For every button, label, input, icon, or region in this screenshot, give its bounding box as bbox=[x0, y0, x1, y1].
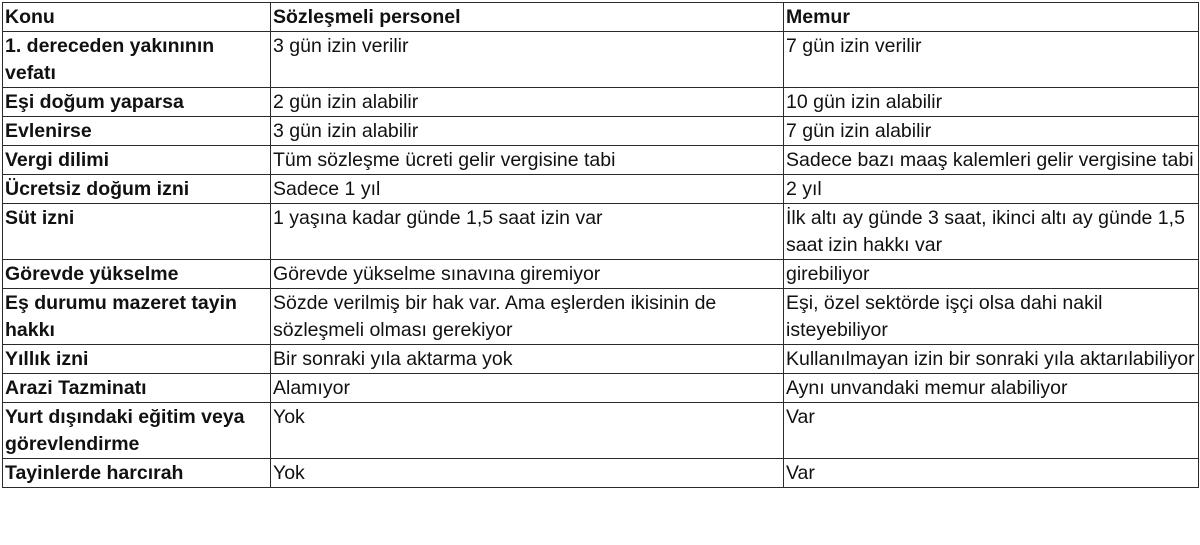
column-header-contract-staff: Sözleşmeli personel bbox=[271, 3, 784, 32]
civil-servant-cell: Var bbox=[784, 403, 1199, 459]
comparison-table bbox=[2, 2, 1199, 488]
civil-servant-cell: 7 gün izin alabilir bbox=[784, 117, 1199, 146]
contract-staff-cell: Yok bbox=[271, 403, 784, 459]
topic-cell: 1. dereceden yakınının vefatı bbox=[3, 32, 271, 88]
table-row bbox=[3, 175, 1199, 204]
topic-cell: Eşi doğum yaparsa bbox=[3, 88, 271, 117]
table-row bbox=[3, 403, 1199, 459]
topic-cell: Görevde yükselme bbox=[3, 260, 271, 289]
civil-servant-cell: Aynı unvandaki memur alabiliyor bbox=[784, 374, 1199, 403]
civil-servant-cell: 7 gün izin verilir bbox=[784, 32, 1199, 88]
topic-cell: Tayinlerde harcırah bbox=[3, 459, 271, 488]
header-row bbox=[3, 3, 1199, 32]
column-header-civil-servant: Memur bbox=[784, 3, 1199, 32]
contract-staff-cell: Tüm sözleşme ücreti gelir vergisine tabi bbox=[271, 146, 784, 175]
contract-staff-cell: Yok bbox=[271, 459, 784, 488]
contract-staff-cell: 3 gün izin alabilir bbox=[271, 117, 784, 146]
civil-servant-cell: Var bbox=[784, 459, 1199, 488]
civil-servant-cell: 10 gün izin alabilir bbox=[784, 88, 1199, 117]
table-row bbox=[3, 459, 1199, 488]
table-row bbox=[3, 374, 1199, 403]
topic-cell: Eş durumu mazeret tayin hakkı bbox=[3, 289, 271, 345]
civil-servant-cell: Sadece bazı maaş kalemleri gelir vergisine tabi bbox=[784, 146, 1199, 175]
contract-staff-cell: Sadece 1 yıl bbox=[271, 175, 784, 204]
column-header-topic: Konu bbox=[3, 3, 271, 32]
topic-cell: Yurt dışındaki eğitim veya görevlendirme bbox=[3, 403, 271, 459]
table-row bbox=[3, 32, 1199, 88]
table-row bbox=[3, 345, 1199, 374]
contract-staff-cell: Sözde verilmiş bir hak var. Ama eşlerden ikisinin de sözleşmeli olması gerekiyor bbox=[271, 289, 784, 345]
topic-cell: Vergi dilimi bbox=[3, 146, 271, 175]
contract-staff-cell: Bir sonraki yıla aktarma yok bbox=[271, 345, 784, 374]
contract-staff-cell: Alamıyor bbox=[271, 374, 784, 403]
topic-cell: Ücretsiz doğum izni bbox=[3, 175, 271, 204]
civil-servant-cell: girebiliyor bbox=[784, 260, 1199, 289]
table-row bbox=[3, 260, 1199, 289]
contract-staff-cell: 3 gün izin verilir bbox=[271, 32, 784, 88]
civil-servant-cell: 2 yıl bbox=[784, 175, 1199, 204]
topic-cell: Yıllık izni bbox=[3, 345, 271, 374]
civil-servant-cell: İlk altı ay günde 3 saat, ikinci altı ay günde 1,5 saat izin hakkı var bbox=[784, 204, 1199, 260]
topic-cell: Süt izni bbox=[3, 204, 271, 260]
table-row bbox=[3, 146, 1199, 175]
topic-cell: Evlenirse bbox=[3, 117, 271, 146]
table-row bbox=[3, 88, 1199, 117]
table-row bbox=[3, 289, 1199, 345]
civil-servant-cell: Kullanılmayan izin bir sonraki yıla aktarılabiliyor bbox=[784, 345, 1199, 374]
topic-cell: Arazi Tazminatı bbox=[3, 374, 271, 403]
contract-staff-cell: 2 gün izin alabilir bbox=[271, 88, 784, 117]
civil-servant-cell: Eşi, özel sektörde işçi olsa dahi nakil isteyebiliyor bbox=[784, 289, 1199, 345]
contract-staff-cell: 1 yaşına kadar günde 1,5 saat izin var bbox=[271, 204, 784, 260]
table-row bbox=[3, 204, 1199, 260]
table-row bbox=[3, 117, 1199, 146]
contract-staff-cell: Görevde yükselme sınavına giremiyor bbox=[271, 260, 784, 289]
